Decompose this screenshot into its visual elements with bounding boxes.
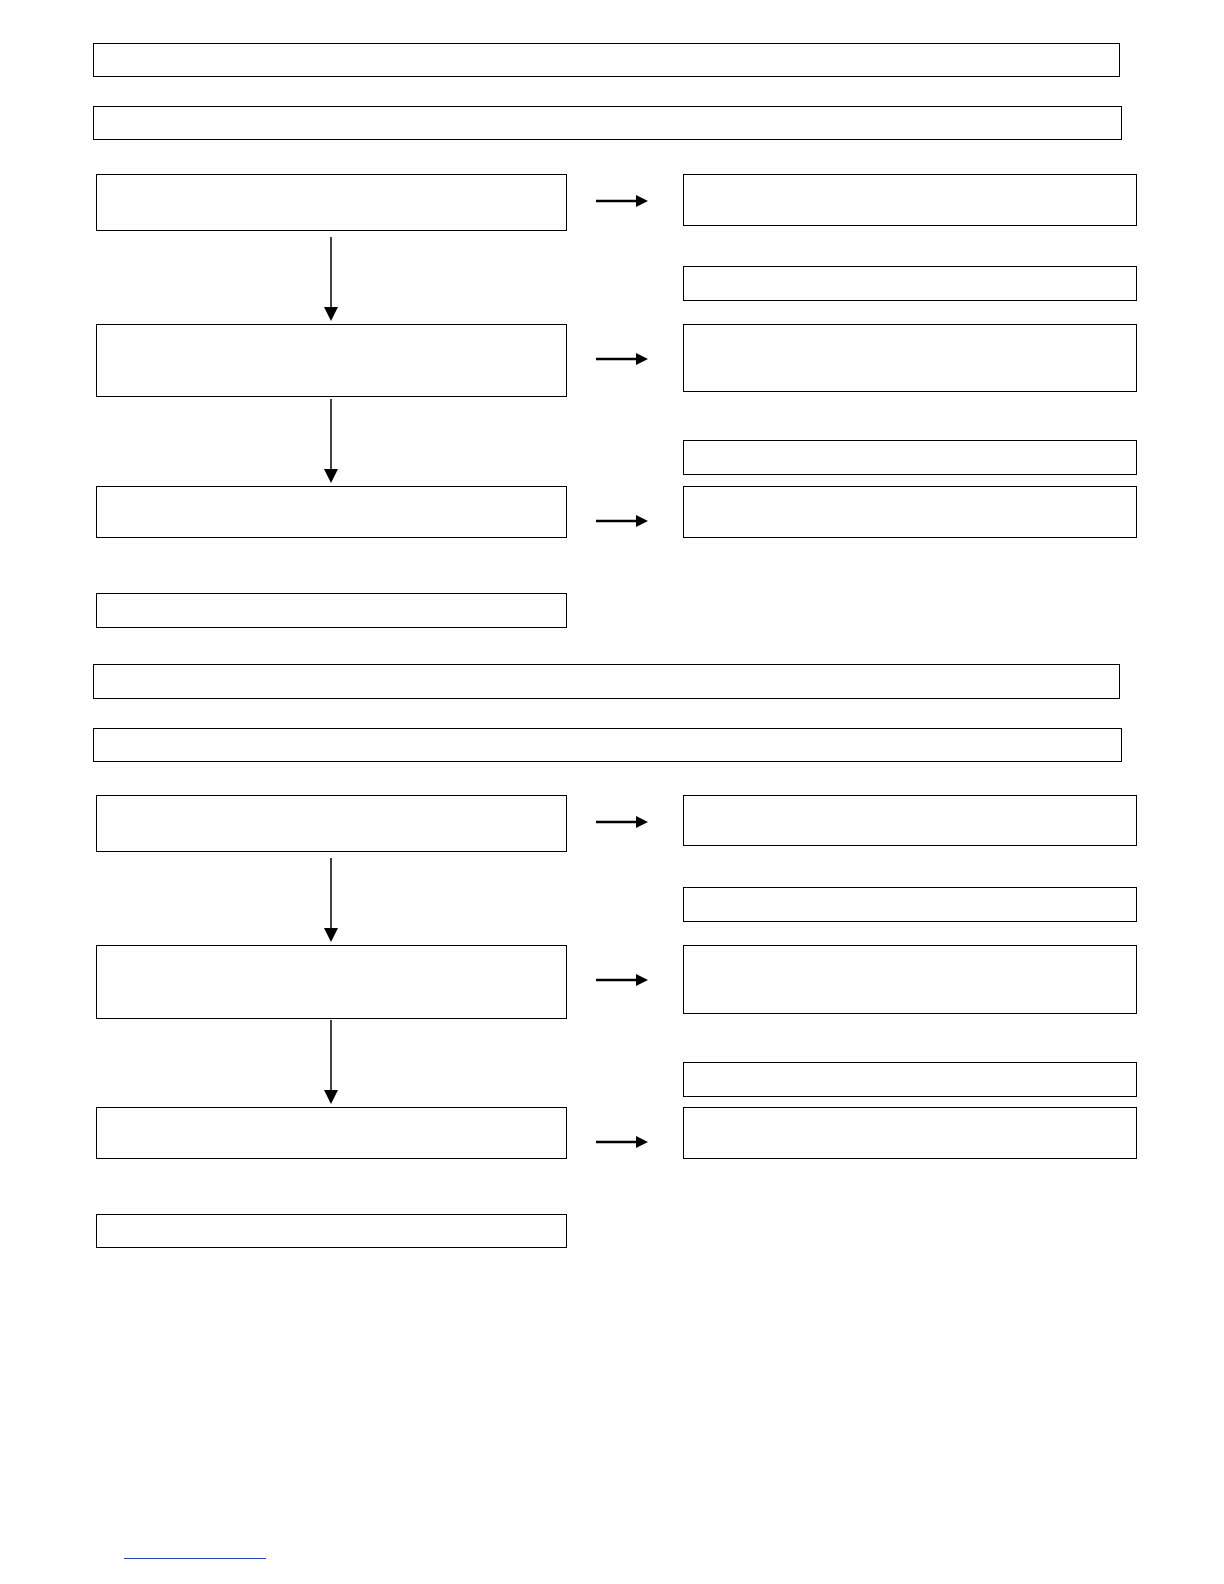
section-1-outcome-3 — [683, 486, 1137, 538]
section-2-final — [96, 1214, 567, 1248]
section-2-step-2-text — [97, 946, 566, 958]
section-2-header-2 — [93, 728, 1122, 762]
section-2-header-1-text — [94, 665, 1119, 677]
section-1-step-3-text — [97, 487, 566, 499]
section-2-outcome-2 — [683, 945, 1137, 1014]
section-1-outcome-2-note-text — [684, 441, 1136, 453]
footnote-separator — [124, 1558, 266, 1559]
section-2-down-arrow-2 — [324, 1020, 338, 1104]
section-2-header-2-text — [94, 729, 1121, 741]
section-1-header-2-text — [94, 107, 1121, 119]
section-1-outcome-2-text — [684, 325, 1136, 337]
section-2-outcome-2-note — [683, 1062, 1137, 1097]
section-2-outcome-2-text — [684, 946, 1136, 958]
section-1-right-arrow-1 — [596, 195, 648, 207]
section-1-right-arrow-3 — [596, 515, 648, 527]
section-1-step-1-text — [97, 175, 566, 187]
section-2-down-arrow-1 — [324, 858, 338, 942]
section-1-outcome-2 — [683, 324, 1137, 392]
section-2-right-arrow-1 — [596, 816, 648, 828]
section-1-outcome-2-note — [683, 440, 1137, 475]
section-2-header-1 — [93, 664, 1120, 699]
section-1-right-arrow-2 — [596, 353, 648, 365]
section-2-outcome-3 — [683, 1107, 1137, 1159]
section-1-outcome-1-text — [684, 175, 1136, 187]
section-1-down-arrow-1 — [324, 237, 338, 321]
section-2-outcome-1-text — [684, 796, 1136, 808]
section-2-outcome-1-note-text — [684, 888, 1136, 900]
section-2-step-2 — [96, 945, 567, 1019]
section-1-final-text — [97, 594, 566, 606]
section-2-outcome-3-text — [684, 1108, 1136, 1120]
section-1-header-1-text — [94, 44, 1119, 56]
section-2-step-1 — [96, 795, 567, 852]
section-2-right-arrow-3 — [596, 1136, 648, 1148]
section-2-step-1-text — [97, 796, 566, 808]
section-2-outcome-2-note-text — [684, 1063, 1136, 1075]
section-2-outcome-1-note — [683, 887, 1137, 922]
section-1-step-3 — [96, 486, 567, 538]
section-1-outcome-1-note — [683, 266, 1137, 301]
section-1-outcome-1 — [683, 174, 1137, 226]
section-1-header-2 — [93, 106, 1122, 140]
section-2-outcome-1 — [683, 795, 1137, 846]
section-2-right-arrow-2 — [596, 974, 648, 986]
section-1-outcome-1-note-text — [684, 267, 1136, 279]
section-1-header-1 — [93, 43, 1120, 77]
section-1-step-2 — [96, 324, 567, 397]
section-1-step-1 — [96, 174, 567, 231]
section-1-down-arrow-2 — [324, 399, 338, 483]
section-2-final-text — [97, 1215, 566, 1227]
section-2-step-3-text — [97, 1108, 566, 1120]
section-1-step-2-text — [97, 325, 566, 337]
section-1-outcome-3-text — [684, 487, 1136, 499]
section-1-final — [96, 593, 567, 628]
section-2-step-3 — [96, 1107, 567, 1159]
